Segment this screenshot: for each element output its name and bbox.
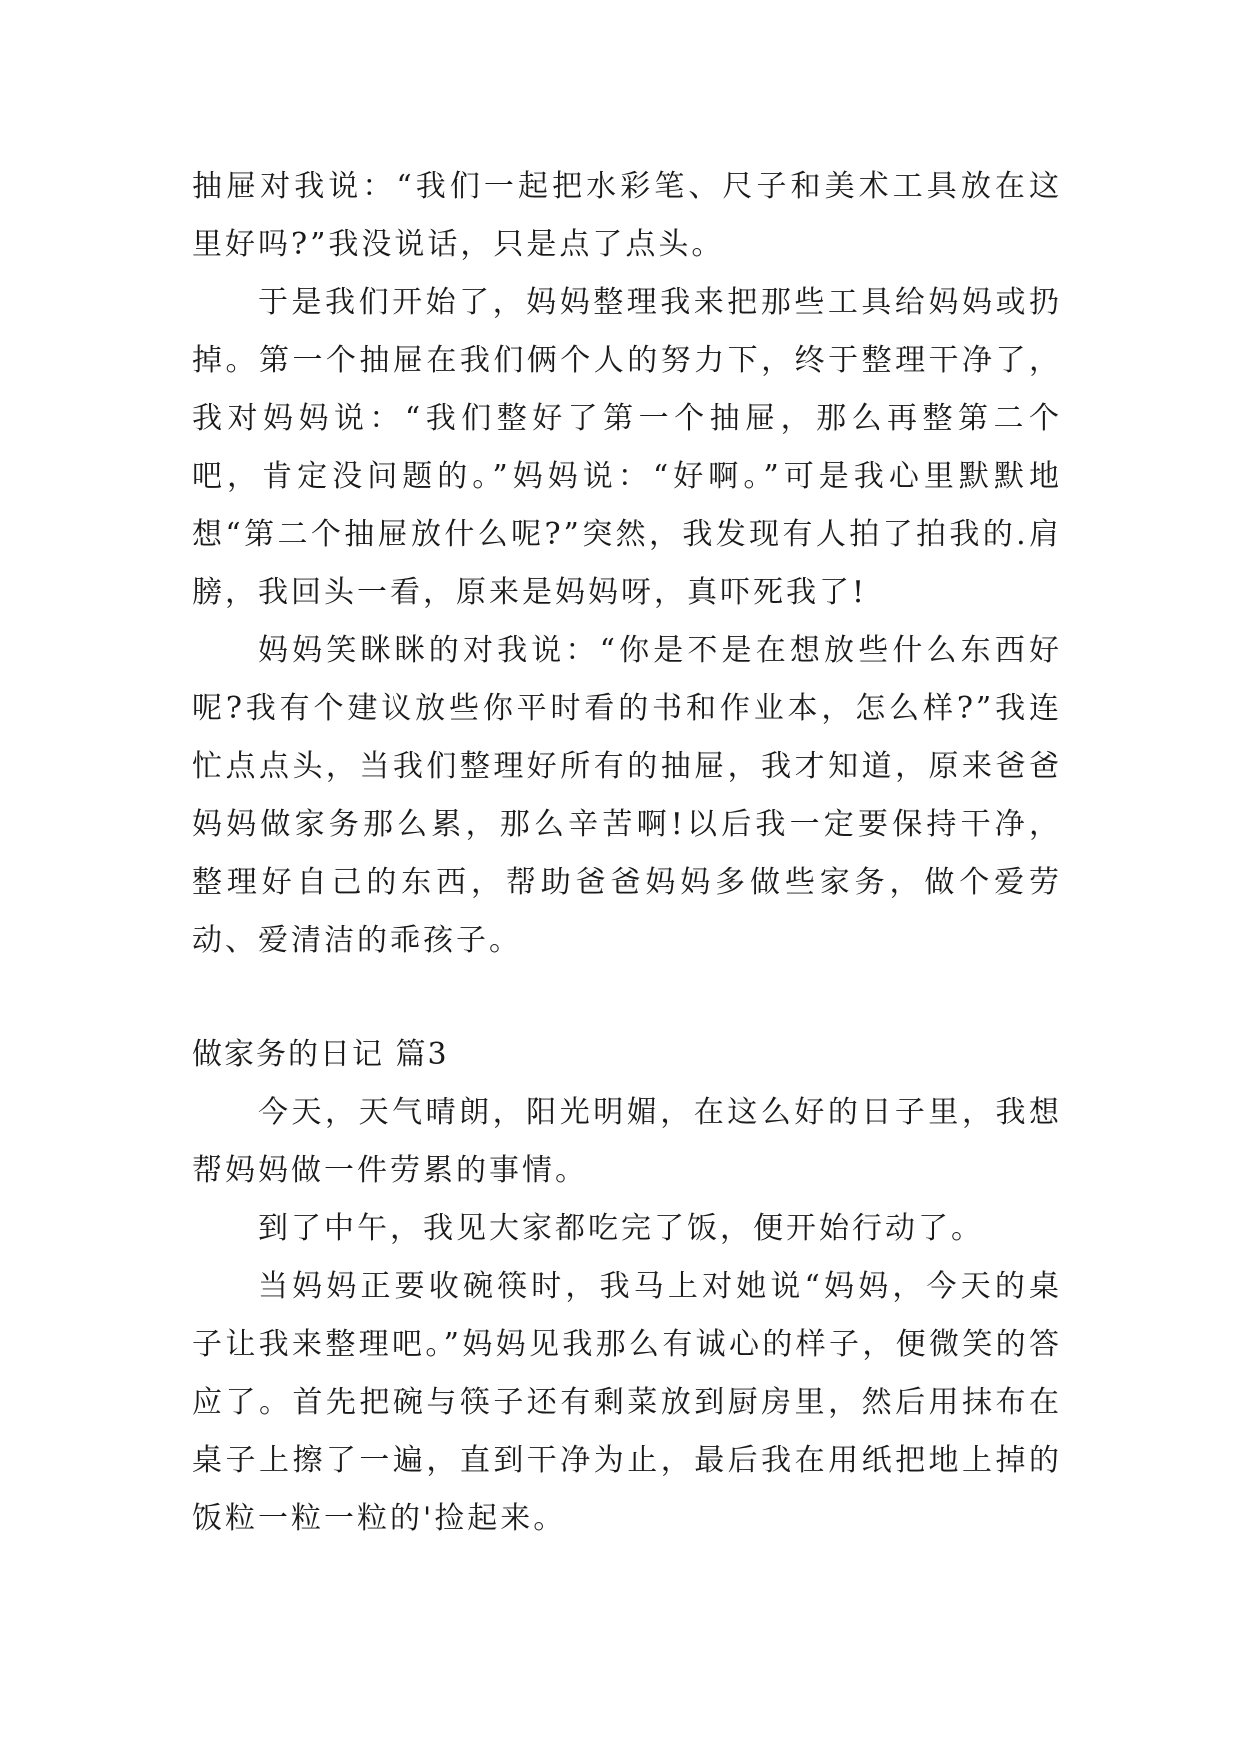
paragraph-tidy-drawers: 于是我们开始了，妈妈整理我来把那些工具给妈妈或扔掉。第一个抽屉在我们俩个人的努力下，终于整理干净了，我对妈妈说：“我们整好了第一个抽屉，那么再整第二个吧，肯定没问题的。”妈妈说：“好啊。”可是我心里默默地想“第二个抽屉放什么呢?”突然，我发现有人拍了拍我的.肩膀，我回头一看，原来是妈妈呀，真吓死我了! xyxy=(192,285,1062,610)
paragraph-continuation: 抽屉对我说：“我们一起把水彩笔、尺子和美术工具放在这里好吗?”我没说话，只是点了点头。 xyxy=(192,169,1062,262)
document-page xyxy=(192,158,1062,1548)
section-heading: 做家务的日记 篇3 xyxy=(192,1037,449,1072)
paragraph-mom-suggestion: 妈妈笑眯眯的对我说：“你是不是在想放些什么东西好呢?我有个建议放些你平时看的书和作业本，怎么样?”我连忙点点头，当我们整理好所有的抽屉，我才知道，原来爸爸妈妈做家务那么累，那么辛苦啊!以后我一定要保持干净，整理好自己的东西，帮助爸爸妈妈多做些家务，做个爱劳动、爱清洁的乖孩子。 xyxy=(192,633,1062,958)
paragraph-noon: 到了中午，我见大家都吃完了饭，便开始行动了。 xyxy=(258,1211,984,1246)
paragraph-clear-table: 当妈妈正要收碗筷时，我马上对她说“妈妈，今天的桌子让我来整理吧。”妈妈见我那么有诚心的样子，便微笑的答应了。首先把碗与筷子还有剩菜放到厨房里，然后用抹布在桌子上擦了一遍，直到干净为止，最后我在用纸把地上掉的饭粒一粒一粒的'捡起来。 xyxy=(192,1269,1062,1536)
paragraph-sunny-day: 今天，天气晴朗，阳光明媚，在这么好的日子里，我想帮妈妈做一件劳累的事情。 xyxy=(192,1095,1062,1188)
